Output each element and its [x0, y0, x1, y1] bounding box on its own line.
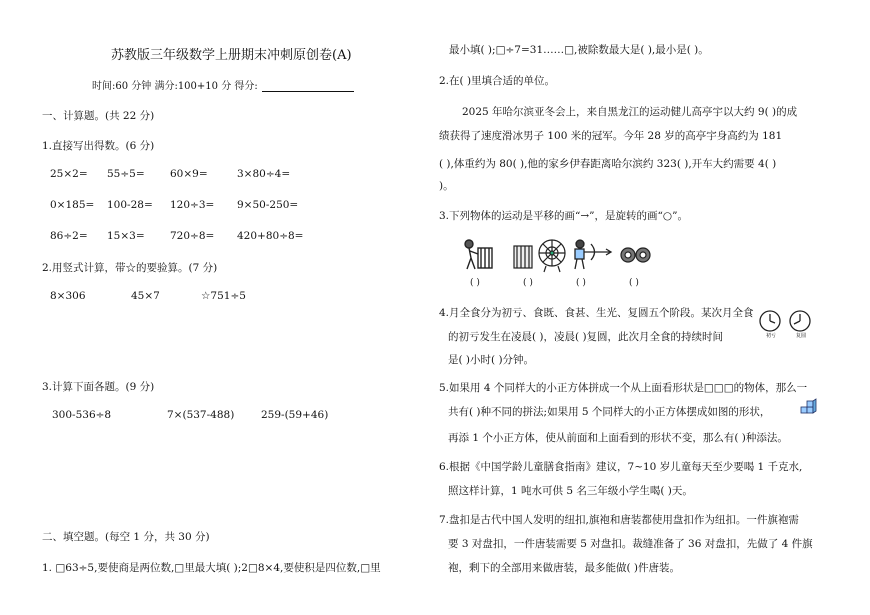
clock-icon — [790, 311, 810, 331]
q3-item-2: 7×(537-488) — [167, 409, 235, 421]
motion-answer-3[interactable]: ( ) — [576, 278, 586, 288]
meta-text: 时间:60 分钟 满分:100+10 分 得分: — [92, 81, 258, 92]
score-blank[interactable] — [262, 80, 354, 92]
clock-icon — [760, 311, 780, 331]
clock-label-start: 初亏 — [766, 333, 777, 339]
clock-label-end: 复圆 — [796, 333, 807, 339]
motion-answer-4[interactable]: ( ) — [629, 278, 639, 288]
section-1-header: 一、计算题。(共 22 分) — [42, 110, 155, 122]
motion-answer-1[interactable]: ( ) — [470, 278, 480, 288]
exam-meta — [92, 77, 354, 92]
fill-7-line-3: 袍，剩下的全部用来做唐装，最多能做( )件唐装。 — [448, 562, 681, 574]
q3-label: 3.计算下面各题。(9 分) — [42, 381, 155, 393]
person-pushing-box-icon — [465, 240, 492, 269]
fill-5-line-3: 再添 1 个小正方体，使从前面和上面看到的形状不变，那么有( )种添法。 — [448, 432, 788, 444]
cubes-figure — [800, 400, 820, 416]
q1-r1-c1: 100-28= — [107, 199, 153, 211]
q2-item-3: ☆751÷5 — [201, 290, 246, 302]
section-2-header: 二、填空题。(每空 1 分，共 30 分) — [42, 531, 210, 543]
archer-icon — [575, 240, 611, 269]
fill-3-label: 3.下列物体的运动是平移的画“→”，是旋转的画“○”。 — [439, 210, 688, 222]
motion-pictures — [460, 238, 660, 274]
q1-r1-c3: 9×50-250= — [237, 199, 299, 211]
q1-r2-c3: 420+80÷8= — [237, 230, 304, 242]
fill-7-line-2: 要 3 对盘扣，一件唐装需要 5 对盘扣。裁缝准备了 36 对盘扣，先做了 4 件旗 — [448, 538, 813, 550]
q1-r2-c1: 15×3= — [107, 230, 145, 242]
ferris-wheel-icon — [539, 240, 565, 272]
fill-1-continued: 最小填( );□÷7=31……□,被除数最大是( ),最小是( )。 — [449, 44, 709, 56]
q1-r1-c2: 120÷3= — [170, 199, 215, 211]
q1-label: 1.直接写出得数。(6 分) — [42, 140, 155, 152]
q2-label: 2.用竖式计算，带☆的要验算。(7 分) — [42, 262, 218, 274]
fill-2-line-1: 2025 年哈尔滨亚冬会上，来自黑龙江的运动健儿高亭宇以大约 9( )的成 — [462, 106, 798, 118]
rotating-wheel-icon — [514, 246, 532, 268]
q1-r2-c2: 720÷8= — [170, 230, 215, 242]
fill-2-line-2: 绩获得了速度滑冰男子 100 米的冠军。今年 28 岁的高亭宇身高约为 181 — [439, 130, 783, 142]
q1-r2-c0: 86÷2= — [50, 230, 88, 242]
exam-title: 苏教版三年级数学上册期末冲刺原创卷(A) — [111, 48, 352, 63]
q1-r0-c0: 25×2= — [50, 168, 88, 180]
fill-2-label: 2.在( )里填合适的单位。 — [439, 75, 556, 87]
fill-4-line-2: 的初亏发生在凌晨( )，凌晨( )复圆，此次月全食的持续时间 — [448, 331, 724, 343]
q3-item-3: 259-(59+46) — [261, 409, 329, 421]
fill-6-line-2: 照这样计算，1 吨水可供 5 名三年级小学生喝( )天。 — [448, 485, 693, 497]
q1-r1-c0: 0×185= — [50, 199, 95, 211]
fill-2-line-4: )。 — [439, 180, 454, 192]
motion-answer-2[interactable]: ( ) — [523, 278, 533, 288]
fill-2-line-3: ( ),体重约为 80( ),他的家乡伊春距离哈尔滨约 323( ),开车大约需要 4( ) — [439, 158, 777, 170]
q1-r0-c1: 55÷5= — [107, 168, 145, 180]
cube-stack-icon — [801, 399, 816, 413]
q2-item-2: 45×7 — [131, 290, 160, 302]
fill-1-start: 1. □63÷5,要使商是两位数,□里最大填( );2□8×4,要使积是四位数,□里 — [42, 562, 381, 574]
fill-7-line-1: 7.盘扣是古代中国人发明的纽扣,旗袍和唐装都使用盘扣作为纽扣。一件旗袍需 — [439, 514, 799, 526]
fill-5-line-2: 共有( )种不同的拼法;如果用 5 个同样大的小正方体摆成如图的形状， — [448, 406, 771, 418]
q1-r0-c2: 60×9= — [170, 168, 208, 180]
q3-item-1: 300-536÷8 — [52, 409, 112, 421]
q2-item-1: 8×306 — [50, 290, 86, 302]
fill-4-line-3: 是( )小时( )分钟。 — [448, 354, 535, 366]
fill-4-line-1: 4.月全食分为初亏、食既、食甚、生光、复圆五个阶段。某次月全食 — [439, 307, 754, 319]
fill-5-line-1: 5.如果用 4 个同样大的小正方体拼成一个从上面看形状是□□□的物体，那么一 — [439, 382, 808, 394]
q1-r0-c3: 3×80÷4= — [237, 168, 291, 180]
gears-icon — [621, 248, 650, 262]
fill-6-line-1: 6.根据《中国学龄儿童膳食指南》建议，7~10 岁儿童每天至少要喝 1 千克水, — [439, 461, 803, 473]
